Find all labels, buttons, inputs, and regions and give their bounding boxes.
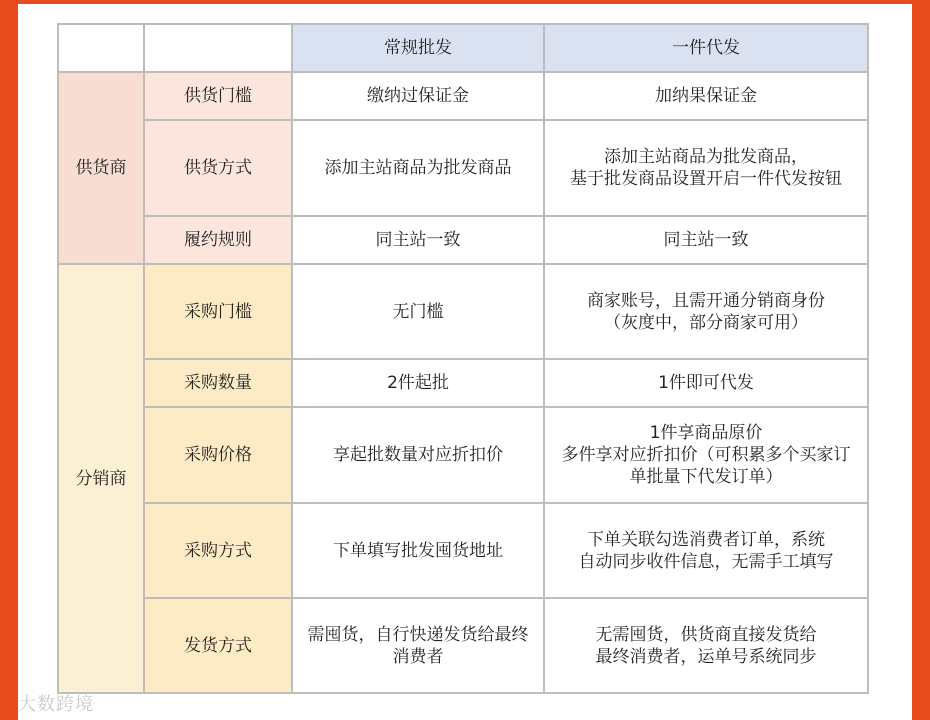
dropship-cell: 商家账号，且需开通分销商身份 （灰度中，部分商家可用）	[544, 264, 868, 359]
row-label: 采购方式	[144, 503, 292, 598]
dropship-cell: 1件享商品原价 多件享对应折扣价（可积累多个买家订 单批量下代发订单）	[544, 407, 868, 503]
header-dropship: 一件代发	[544, 24, 868, 72]
table-row	[58, 407, 868, 503]
row-label: 采购数量	[144, 359, 292, 407]
header-wholesale: 常规批发	[292, 24, 544, 72]
row-label: 履约规则	[144, 216, 292, 264]
dropship-cell: 同主站一致	[544, 216, 868, 264]
table-row	[58, 598, 868, 693]
table-row	[58, 264, 868, 359]
wholesale-cell: 2件起批	[292, 359, 544, 407]
header-blank-1	[58, 24, 144, 72]
table-row	[58, 503, 868, 598]
group-supplier: 供货商	[58, 72, 144, 264]
group-distributor: 分销商	[58, 264, 144, 693]
table-row	[58, 216, 868, 264]
row-label: 供货方式	[144, 120, 292, 216]
dropship-cell: 添加主站商品为批发商品， 基于批发商品设置开启一件代发按钮	[544, 120, 868, 216]
table-row	[58, 359, 868, 407]
dropship-cell: 无需囤货，供货商直接发货给 最终消费者，运单号系统同步	[544, 598, 868, 693]
dropship-cell: 下单关联勾选消费者订单，系统 自动同步收件信息，无需手工填写	[544, 503, 868, 598]
dropship-cell: 加纳果保证金	[544, 72, 868, 120]
header-row	[58, 24, 868, 72]
header-blank-2	[144, 24, 292, 72]
row-label: 采购价格	[144, 407, 292, 503]
watermark-logo: 大数跨境	[18, 694, 94, 715]
row-label: 供货门槛	[144, 72, 292, 120]
wholesale-cell: 同主站一致	[292, 216, 544, 264]
table-row	[58, 120, 868, 216]
wholesale-cell: 享起批数量对应折扣价	[292, 407, 544, 503]
row-label: 采购门槛	[144, 264, 292, 359]
wholesale-cell: 需囤货，自行快递发货给最终 消费者	[292, 598, 544, 693]
wholesale-cell: 缴纳过保证金	[292, 72, 544, 120]
comparison-table	[57, 23, 869, 694]
row-label: 发货方式	[144, 598, 292, 693]
table-row	[58, 72, 868, 120]
wholesale-cell: 无门槛	[292, 264, 544, 359]
wholesale-cell: 下单填写批发囤货地址	[292, 503, 544, 598]
wholesale-cell: 添加主站商品为批发商品	[292, 120, 544, 216]
dropship-cell: 1件即可代发	[544, 359, 868, 407]
